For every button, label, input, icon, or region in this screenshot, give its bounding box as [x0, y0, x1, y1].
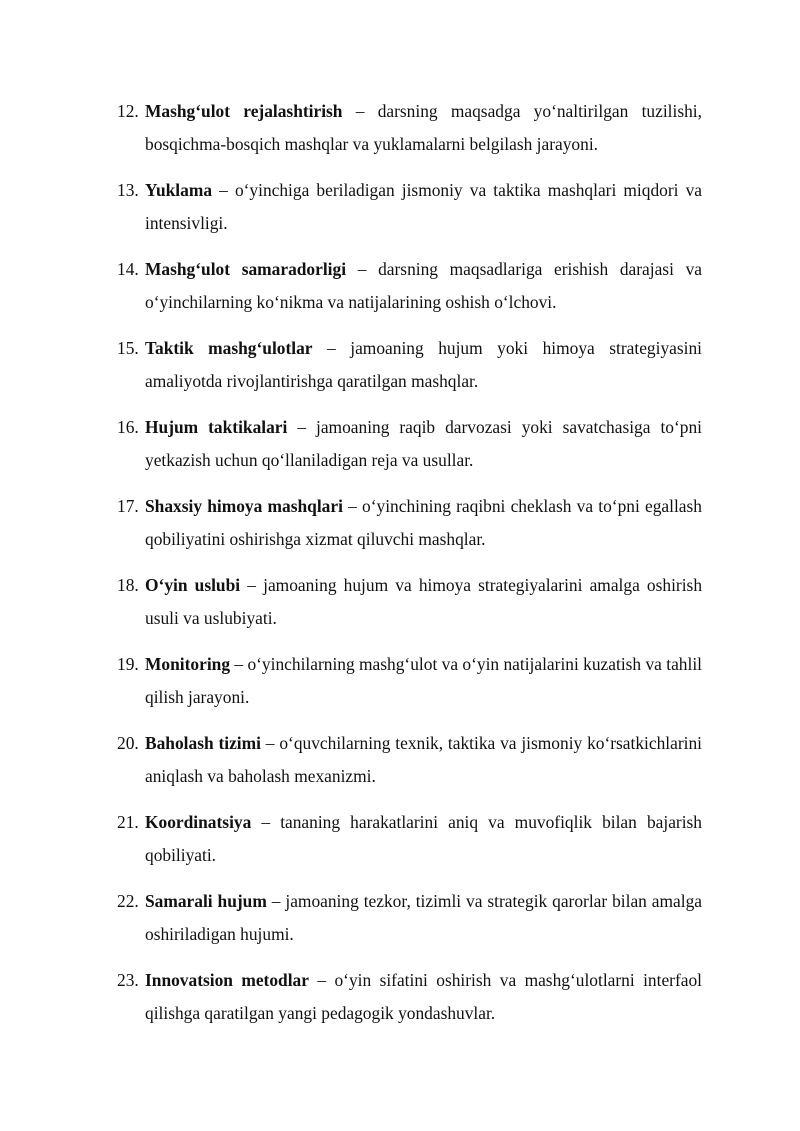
glossary-item: [117, 885, 702, 951]
glossary-list: [117, 95, 702, 1043]
term-definition: – o‘yin sifatini oshirish va mashg‘ulotlarni interfaol qilishga qaratilgan yangi pedagogik yondashuvlar.: [145, 970, 702, 1023]
term-definition: – darsning maqsadlariga erishish darajasi va o‘yinchilarning ko‘nikma va natijalarining oshish o‘lchovi.: [145, 259, 702, 312]
glossary-item: [117, 253, 702, 319]
term-title: Yuklama: [145, 180, 213, 200]
term-definition: – o‘quvchilarning texnik, taktika va jismoniy ko‘rsatkichlarini aniqlash va baholash mexanizmi.: [145, 733, 702, 786]
glossary-item: [117, 490, 702, 556]
item-number: 19.: [117, 654, 139, 674]
term-title: Baholash tizimi: [145, 733, 261, 753]
glossary-item: [117, 174, 702, 240]
term-title: Mashg‘ulot samaradorligi: [145, 259, 347, 279]
glossary-item: [117, 569, 702, 635]
glossary-item: [117, 648, 702, 714]
term-title: Monitoring: [145, 654, 231, 674]
term-title: O‘yin uslubi: [145, 575, 241, 595]
glossary-item: [117, 964, 702, 1030]
item-number: 16.: [117, 417, 139, 437]
term-definition: – jamoaning hujum va himoya strategiyalarini amalga oshirish usuli va uslubiyati.: [145, 575, 703, 628]
term-title: Hujum taktikalari: [145, 417, 288, 437]
term-definition: – o‘yinchilarning mashg‘ulot va o‘yin natijalarini kuzatish va tahlil qilish jarayoni.: [145, 654, 702, 707]
item-number: 21.: [117, 812, 139, 832]
term-title: Koordinatsiya: [145, 812, 252, 832]
item-number: 17.: [117, 496, 139, 516]
term-definition: – o‘yinchining raqibni cheklash va to‘pni egallash qobiliyatini oshirishga xizmat qiluvchi mashqlar.: [145, 496, 702, 549]
term-definition: – jamoaning tezkor, tizimli va strategik qarorlar bilan amalga oshiriladigan hujumi.: [145, 891, 702, 944]
item-number: 23.: [117, 970, 139, 990]
term-definition: – o‘yinchiga beriladigan jismoniy va taktika mashqlari miqdori va intensivligi.: [145, 180, 702, 233]
item-number: 13.: [117, 180, 139, 200]
term-definition: – darsning maqsadga yo‘naltirilgan tuzilishi, bosqichma-bosqich mashqlar va yuklamalarni belgilash jarayoni.: [145, 101, 702, 154]
term-title: Innovatsion metodlar: [145, 970, 309, 990]
term-title: Taktik mashg‘ulotlar: [145, 338, 313, 358]
glossary-item: [117, 727, 702, 793]
term-definition: – jamoaning raqib darvozasi yoki savatchasiga to‘pni yetkazish uchun qo‘llaniladigan reja va usullar.: [145, 417, 702, 470]
item-number: 18.: [117, 575, 139, 595]
item-number: 14.: [117, 259, 139, 279]
term-title: Samarali hujum: [145, 891, 267, 911]
glossary-item: [117, 95, 702, 161]
glossary-item: [117, 806, 702, 872]
term-title: Mashg‘ulot rejalashtirish: [145, 101, 343, 121]
glossary-item: [117, 411, 702, 477]
item-number: 22.: [117, 891, 139, 911]
term-definition: – jamoaning hujum yoki himoya strategiyasini amaliyotda rivojlantirishga qaratilgan mashqlar.: [145, 338, 702, 391]
item-number: 15.: [117, 338, 139, 358]
term-title: Shaxsiy himoya mashqlari: [145, 496, 343, 516]
glossary-item: [117, 332, 702, 398]
item-number: 20.: [117, 733, 139, 753]
term-definition: – tananing harakatlarini aniq va muvofiqlik bilan bajarish qobiliyati.: [145, 812, 702, 865]
item-number: 12.: [117, 101, 139, 121]
